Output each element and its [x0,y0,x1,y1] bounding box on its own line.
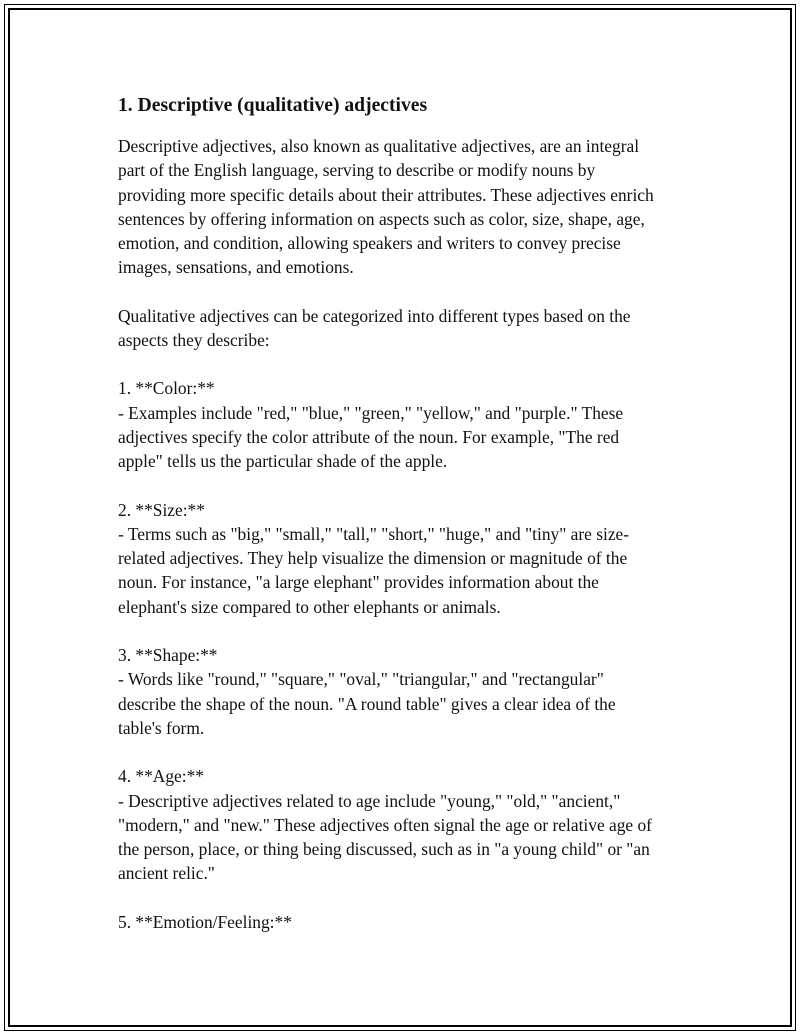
list-item-body: - Descriptive adjectives related to age include "young," "old," "ancient," "modern," and "new." These adjectives often signal the age or relative age of the person, place, or thing being discussed, such as in "a young child" or "an ancient relic." [118,790,652,884]
list-item-size [118,498,688,619]
intro-paragraph: Descriptive adjectives, also known as qualitative adjectives, are an integral part of the English language, serving to describe or modify nouns by providing more specific details about their attributes. These adjectives enrich sentences by offering information on aspects such as color, size, shape, age, emotion, and condition, allowing speakers and writers to convey precise images, sensations, and emotions. [118,136,654,278]
document-body [118,94,688,958]
list-item-body: - Terms such as "big," "small," "tall," "short," "huge," and "tiny" are size- related adjectives. They help visualize the dimension or magnitude of the noun. For instance, "a large elephant" provides information about the elephant's size compared to other elephants or animals. [118,523,630,617]
list-item-emotion [118,910,688,934]
list-item-title: 2. **Size:** [118,499,205,520]
list-item-title: 4. **Age:** [118,766,204,787]
list-item-shape [118,643,688,740]
categories-paragraph: Qualitative adjectives can be categorized into different types based on the aspects they describe: [118,305,631,351]
list-item-color [118,376,688,473]
list-item-body: - Examples include "red," "blue," "green," "yellow," and "purple." These adjectives specify the color attribute of the noun. For example, "The red apple" tells us the particular shade of the apple. [118,402,624,472]
list-item-age [118,764,688,885]
list-item-title: 3. **Shape:** [118,645,218,666]
list-item-body: - Words like "round," "square," "oval," "triangular," and "rectangular" describe the shape of the noun. "A round table" gives a clear idea of the table's form. [118,669,616,738]
list-item-title: 1. **Color:** [118,378,215,399]
section-heading: 1. Descriptive (qualitative) adjectives [118,95,428,116]
list-item-title: 5. **Emotion/Feeling:** [118,911,292,932]
